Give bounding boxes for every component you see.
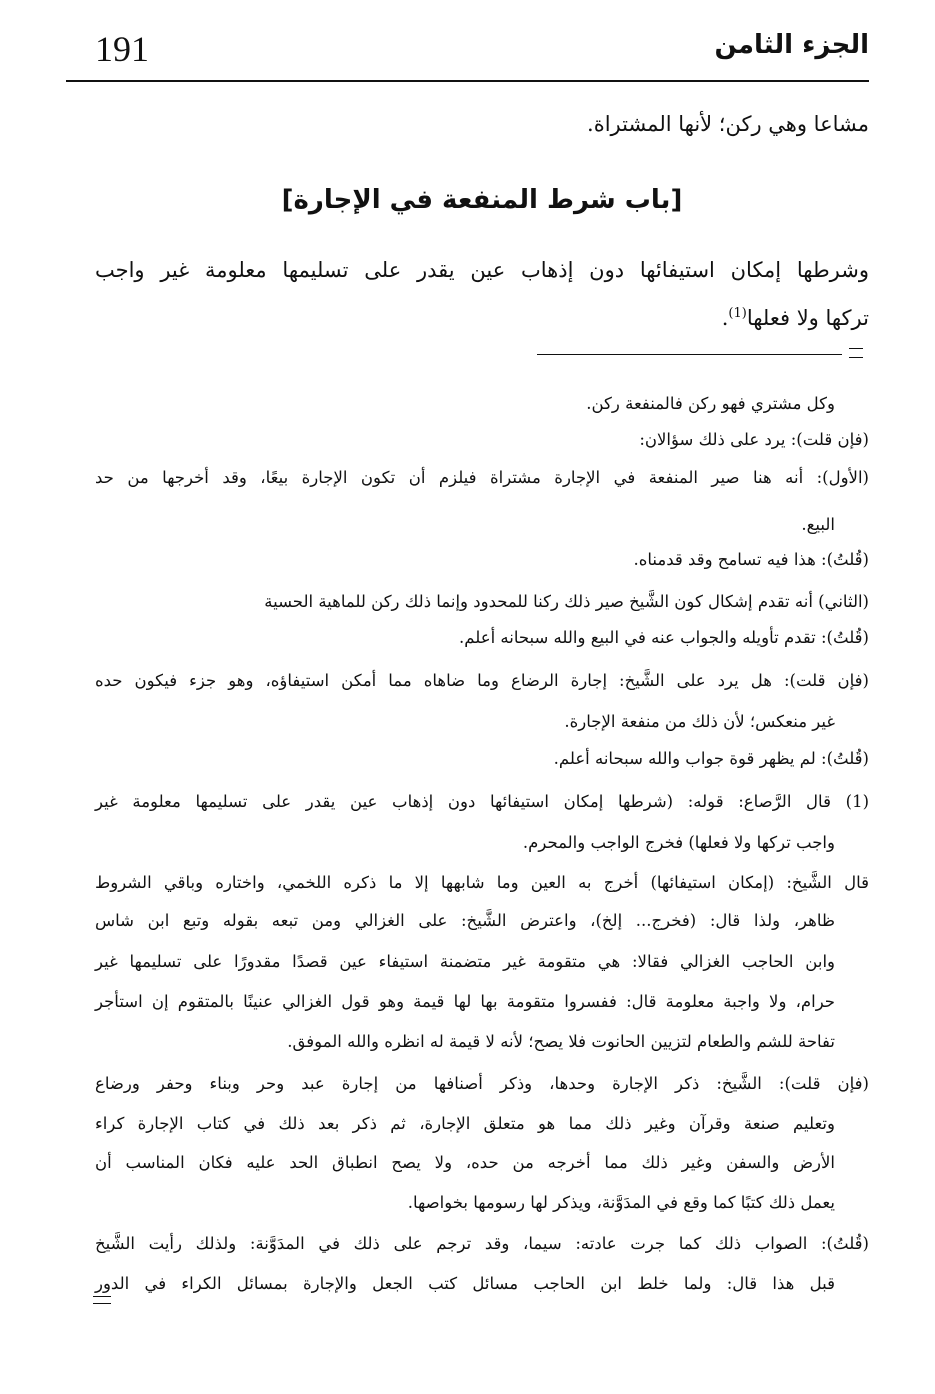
footnote-line: تفاحة للشم والطعام لتزيين الحانوت فلا يصح؛ لأنه لا قيمة له انظره والله الموفق. — [287, 1032, 835, 1051]
page-number: 191 — [95, 29, 149, 69]
header-rule — [66, 80, 869, 82]
footnote-line: قبل هذا قال: ولما خلط ابن الحاجب مسائل كتب الجعل والإجارة بمسائل الكراء في الدور — [95, 1274, 835, 1293]
footnote-line: وابن الحاجب الغزالي فقالا: هي متقومة غير متضمنة استيفاء عين قصدًا مقدورًا على تسليمها غير — [95, 952, 835, 971]
footnote-line: قال الشَّيخ: (إمكان استيفائها) أخرج به العين وما شابهها إلا ما ذكره اللخمي، واختاره وباقي الشروط — [95, 873, 869, 892]
footnote-line: (قُلتُ): هذا فيه تسامح وقد قدمناه. — [633, 550, 869, 569]
footnote-line: (فإن قلت): هل يرد على الشَّيخ: إجارة الرضاع وما ضاهاه مما أمكن استيفاؤه، وهو جزء فيكون حده — [95, 671, 869, 690]
footnote-line: واجب تركها ولا فعلها) فخرج الواجب والمحرم. — [522, 833, 835, 852]
main-text-line-2 — [95, 306, 869, 331]
continuation-mark-end — [93, 1296, 111, 1304]
footnote-line: (فإن قلت): الشَّيخ: ذكر الإجارة وحدها، وذكر أصنافها من إجارة عبد وحر وبناء وحفر ورضاع — [95, 1074, 869, 1093]
continuation-mark — [849, 348, 863, 358]
footnote-line: (قُلتُ): تقدم تأويله والجواب عنه في البيع والله سبحانه أعلم. — [459, 628, 869, 647]
main-text-line-2-body: تركها ولا فعلها — [746, 306, 869, 330]
intro-line: مشاعا وهي ركن؛ لأنها المشتراة. — [587, 112, 869, 136]
footnote-line: (الأول): أنه هنا صير المنفعة في الإجارة مشتراة فيلزم أن تكون الإجارة بيعًا، وقد أخرجها من حد — [95, 468, 869, 487]
main-text-line-2-end: . — [721, 306, 729, 330]
footnote-line: وتعليم صنعة وقرآن وغير ذلك مما هو متعلق الإجارة، ثم ذكر بعد ذلك في كتاب الإجارة كراء — [95, 1114, 835, 1133]
footnote-line: ظاهر، ولذا قال: (فخرج... إلخ)، واعترض الشَّيخ: على الغزالي ومن تبعه بقوله وتبع ابن شاس — [95, 911, 835, 930]
footnote-line: حرام، ولا واجبة معلومة قال: ففسروا متقومة بها لها قيمة وهو قول الغزالي عنينًا بالمتقوم إن استأجر — [95, 992, 835, 1011]
main-text-line-1: وشرطها إمكان استيفائها دون إذهاب عين يقدر على تسليمها معلومة غير واجب — [95, 258, 869, 282]
page-header — [95, 28, 869, 72]
footnote-line: (1) قال الرَّصاع: قوله: (شرطها إمكان استيفائها دون إذهاب عين يقدر على تسليمها معلومة غير — [95, 792, 869, 811]
footnote-line: وكل مشتري فهو ركن فالمنفعة ركن. — [586, 394, 835, 413]
running-title: الجزء الثامن — [714, 30, 869, 60]
footnote-line: الأرض والسفن وغير ذلك مما أخرجه من حده، ولا يصح انطباق الحد عليه فكان المناسب أن — [95, 1153, 835, 1172]
footnote-line: (قُلتُ): لم يظهر قوة جواب والله سبحانه أعلم. — [553, 749, 869, 768]
footnote-line: (الثاني) أنه تقدم إشكال كون الشَّيخ صير ذلك ركنا للمحدود وإنما ذلك ركن للماهية الحسية — [264, 592, 869, 611]
chapter-title: [باب شرط المنفعة في الإجارة] — [281, 185, 683, 215]
footnote-line: البيع. — [801, 515, 835, 534]
footnote-separator — [537, 354, 842, 355]
footnote-line: (قُلتُ): الصواب ذلك كما جرت عادته: سيما، وقد ترجم على ذلك في المدَوَّنة: ولذلك رأيت الشَّيخ — [95, 1234, 869, 1253]
footnote-line: (فإن قلت): يرد على ذلك سؤالان: — [639, 430, 869, 449]
footnote-line: غير منعكس؛ لأن ذلك من منفعة الإجارة. — [564, 712, 835, 731]
footnote-line: يعمل ذلك كتبًا كما وقع في المدَوَّنة، ويذكر لها رسومها بخواصها. — [407, 1193, 835, 1212]
footnote-reference: (1) — [728, 306, 747, 321]
